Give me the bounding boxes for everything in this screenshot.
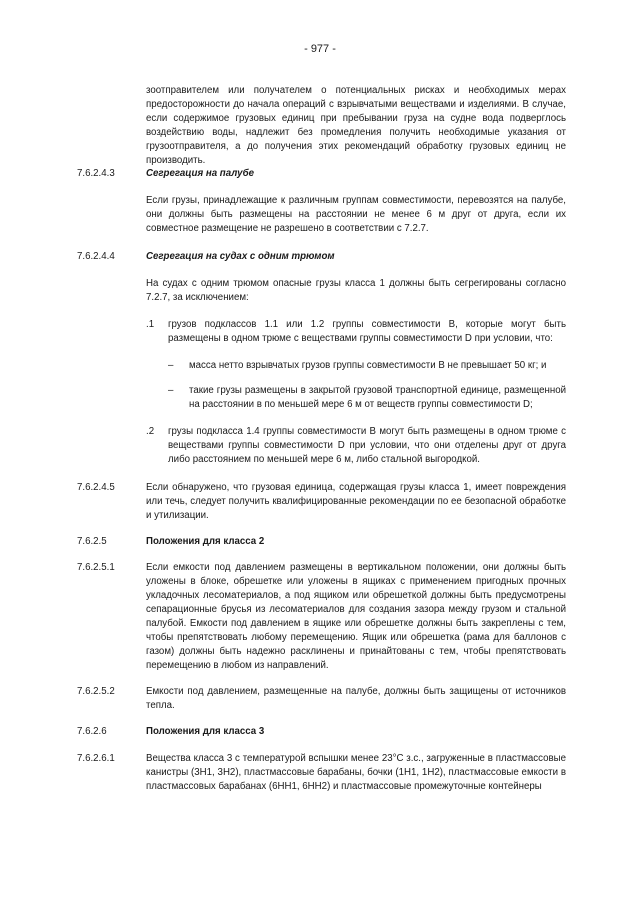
section-number: 7.6.2.6 — [77, 726, 107, 737]
section-paragraph: Если емкости под давлением размещены в вертикальном положении, они должны быть уложены в блоке, обрешетке или уложены в ящиках с применением пригодных прочных укладочных лесоматериалов, а под ящиком или обрешеткой должны быть предусмотрены сепарационные брусья из лесоматериалов для создания зазора между грузом и стальной палубой. Емкости под давлением в ящике или обрешетке должны быть закреплены с тем, чтобы препятствовать любому перемещению. Ящик или обрешетка (рама для баллонов с газом) должны быть надежно расклинены и принайтованы с тем, чтобы препятствовать перемещению в любом из направлений. — [146, 562, 566, 671]
section-number: 7.6.2.5.2 — [77, 686, 115, 697]
section-paragraph: Если обнаружено, что грузовая единица, содержащая грузы класса 1, имеет повреждения или течь, следует получить квалифицированные рекомендации по ее безопасной обработке и утилизации. — [146, 482, 566, 521]
list-item: грузов подклассов 1.1 или 1.2 группы совместимости B, которые могут быть размещены в одном трюме с веществами группы совместимости D при условии, что: — [168, 319, 566, 344]
section-number: 7.6.2.4.5 — [77, 482, 115, 493]
section-number: 7.6.2.4.3 — [77, 168, 115, 179]
section-heading: Положения для класса 3 — [146, 726, 265, 737]
page-number: - 977 - — [304, 43, 336, 55]
section-paragraph: Вещества класса 3 с температурой вспышки менее 23°C з.с., загруженные в пластмассовые канистры (3H1, 3H2), пластмассовые барабаны, бочки (1H1, 1H2), пластмассовые емкости в пластмассовых барабанах (6HH1, 6HH2) и пластмассовые промежуточные контейнеры — [146, 753, 566, 792]
list-marker: .1 — [146, 319, 155, 330]
section-heading: Сегрегация на судах с одним трюмом — [146, 251, 335, 262]
section-paragraph: Емкости под давлением, размещенные на палубе, должны быть защищены от источников тепла. — [146, 686, 566, 711]
section-number: 7.6.2.5 — [77, 536, 107, 547]
list-marker: .2 — [146, 426, 155, 437]
sub-list-item: такие грузы размещены в закрытой грузовой транспортной единице, размещенной на расстоянии в по меньшей мере 6 м от веществ группы совместимости D; — [189, 385, 566, 410]
section-paragraph: Если грузы, принадлежащие к различным группам совместимости, перевозятся на палубе, они должны быть размещены на расстоянии не менее 6 м друг от друга, если их совместное размещение не разрешено в соответствии с 7.2.7. — [146, 195, 566, 234]
dash-marker: – — [168, 385, 174, 396]
intro-paragraph: зоотправителем или получателем о потенциальных рисках и необходимых мерах предосторожности до начала операций с взрывчатыми веществами и изделиями. В случае, если содержимое грузовых единиц при пребывании груза на судне вода подверглось воздействию воды, надлежит без промедления получить необходимые указания от грузоотправителя, а до получения этих рекомендаций обработку грузовых единиц не производить. — [146, 85, 566, 166]
section-number: 7.6.2.5.1 — [77, 562, 115, 573]
section-heading: Положения для класса 2 — [146, 536, 265, 547]
section-heading: Сегрегация на палубе — [146, 168, 255, 179]
section-paragraph: На судах с одним трюмом опасные грузы класса 1 должны быть сегрегированы согласно 7.2.7, за исключением: — [146, 278, 566, 303]
list-item: грузы подкласса 1.4 группы совместимости B могут быть размещены в одном трюме с веществами группы совместимости D при условии, что они отделены друг от друга либо расстоянием по меньшей мере 6 м, либо стальной выгородкой. — [168, 426, 566, 465]
section-number: 7.6.2.6.1 — [77, 753, 115, 764]
dash-marker: – — [168, 360, 174, 371]
sub-list-item: масса нетто взрывчатых грузов группы совместимости B не превышает 50 кг; и — [189, 360, 547, 371]
section-number: 7.6.2.4.4 — [77, 251, 115, 262]
